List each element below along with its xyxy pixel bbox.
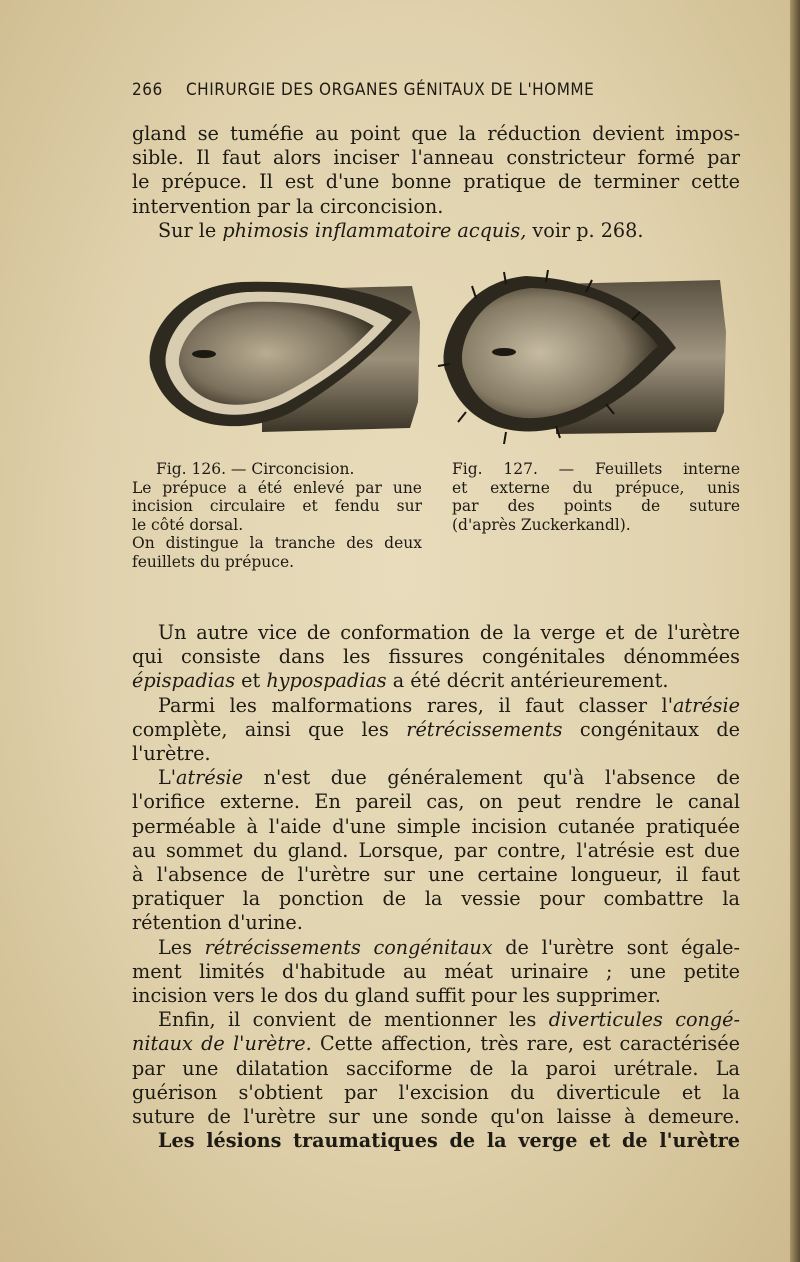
text-line: Les rétrécissements congénitaux de l'urètre sont égale- xyxy=(158,935,740,959)
text-line: Un autre vice de conformation de la verge et de l'urètre xyxy=(158,621,740,644)
text-line: épispadias et hypospadias a été décrit antérieurement. xyxy=(132,669,669,693)
figure-126 xyxy=(142,262,424,448)
caption-line: On distingue la tranche des deux xyxy=(132,534,422,553)
caption-line: le côté dorsal. xyxy=(132,515,244,534)
caption-line: (d'après Zuckerkandl). xyxy=(452,515,631,534)
text-line: à l'absence de l'urètre sur une certaine longueur, il faut xyxy=(132,863,740,887)
suture-illustration-icon xyxy=(436,262,736,448)
caption-line: feuillets du prépuce. xyxy=(132,552,295,571)
caption-line: incision circulaire et fendu sur xyxy=(132,497,422,516)
text-line: Parmi les malformations rares, il faut classer l'atrésie xyxy=(158,693,740,717)
running-header xyxy=(132,80,740,108)
page-number: 266 xyxy=(132,80,163,100)
text-line: perméable à l'aide d'une simple incision cutanée pratiquée xyxy=(132,814,740,838)
text-line: Sur le phimosis inflammatoire acquis, voir p. 268. xyxy=(158,218,644,242)
text-line: l'orifice externe. En pareil cas, on peut rendre le canal xyxy=(132,790,740,814)
figure-126-caption xyxy=(132,460,422,572)
text-line: Les lésions traumatiques de la verge et de l'urètre xyxy=(158,1129,740,1153)
running-title: CHIRURGIE DES ORGANES GÉNITAUX DE L'HOMME xyxy=(186,80,595,100)
caption-line: par des points de suture xyxy=(452,497,740,516)
text-line: Enfin, il convient de mentionner les diverticules congé- xyxy=(158,1008,740,1032)
text-line: ment limités d'habitude au méat urinaire ; une petite xyxy=(132,959,740,983)
caption-title: Fig. 126. — Circoncision. xyxy=(156,460,355,478)
text-line: complète, ainsi que les rétrécissements congénitaux de xyxy=(132,717,740,741)
text-line: L'atrésie n'est due généralement qu'à l'absence de xyxy=(158,766,740,790)
text-line: par une dilatation sacciforme de la paroi urétrale. La xyxy=(132,1056,740,1080)
text-line: intervention par la circoncision. xyxy=(132,194,444,218)
figure-127-caption xyxy=(452,460,740,534)
top-paragraphs xyxy=(132,122,740,243)
caption-title: Fig. 127. — Feuillets interne xyxy=(452,460,740,478)
text-line: suture de l'urètre sur une sonde qu'on laisse à demeure. xyxy=(132,1105,740,1129)
text-line: l'urètre. xyxy=(132,742,211,766)
text-line: pratiquer la ponction de la vessie pour combattre la xyxy=(132,887,740,911)
text-line: gland se tuméfie au point que la réduction devient impos- xyxy=(132,122,740,145)
text-line: incision vers le dos du gland suffit pour les supprimer. xyxy=(132,984,661,1008)
figure-127 xyxy=(436,262,736,448)
page-edge xyxy=(790,0,800,1262)
text-line: qui consiste dans les fissures congénitales dénommées xyxy=(132,645,740,669)
caption-line: Le prépuce a été enlevé par une xyxy=(132,478,422,497)
bottom-paragraphs xyxy=(132,621,740,1153)
text-line: au sommet du gland. Lorsque, par contre, l'atrésie est due xyxy=(132,838,740,862)
text-line: sible. Il faut alors inciser l'anneau constricteur formé par xyxy=(132,146,740,170)
text-line: guérison s'obtient par l'excision du diverticule et la xyxy=(132,1080,740,1104)
text-line: le prépuce. Il est d'une bonne pratique de terminer cette xyxy=(132,170,740,194)
caption-line: et externe du prépuce, unis xyxy=(452,478,740,497)
text-line: rétention d'urine. xyxy=(132,911,303,935)
text-line: nitaux de l'urètre. Cette affection, très rare, est caractérisée xyxy=(132,1032,740,1056)
circoncision-illustration-icon xyxy=(142,262,424,448)
